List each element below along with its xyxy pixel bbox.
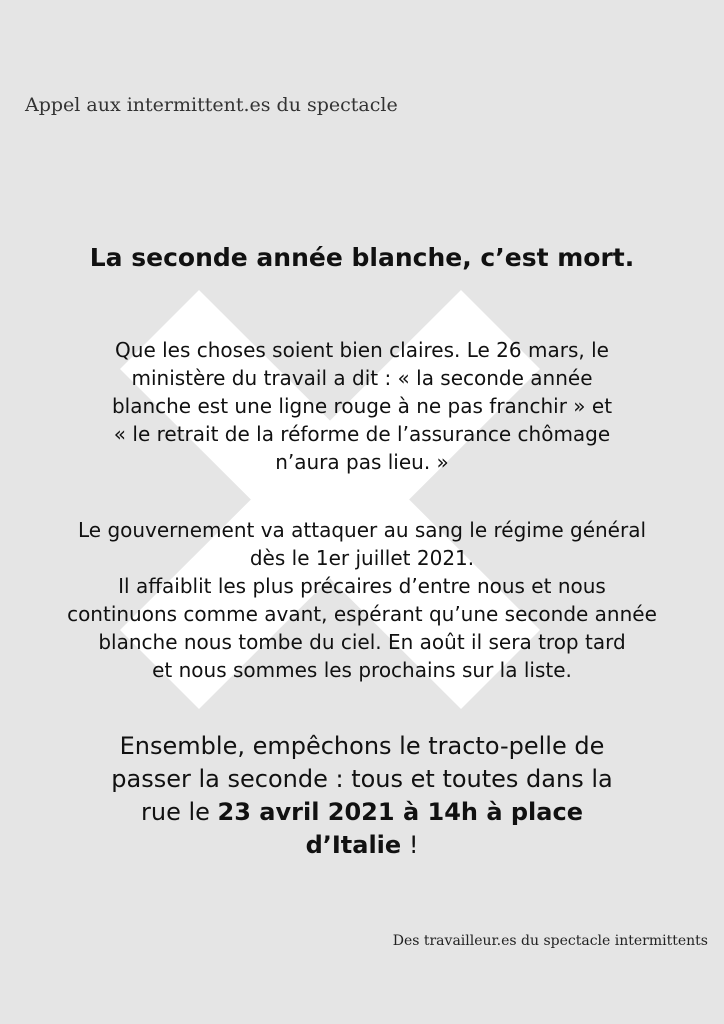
- paragraph-line: continuons comme avant, espérant qu’une seconde année: [67, 602, 657, 626]
- paragraph-line: et nous sommes les prochains sur la liste.: [152, 658, 572, 682]
- call-line: passer la seconde : tous et toutes dans la: [111, 765, 613, 793]
- paragraph-line: Que les choses soient bien claires. Le 26 mars, le: [115, 338, 609, 362]
- paragraph-line: dès le 1er juillet 2021.: [249, 546, 475, 570]
- event-place: d’Italie: [305, 831, 402, 859]
- call-line: Ensemble, empêchons le tracto-pelle de: [119, 732, 605, 760]
- header-text: Appel aux intermittent.es du spectacle: [25, 94, 398, 116]
- paragraph-line: blanche nous tombe du ciel. En août il sera trop tard: [98, 630, 626, 654]
- paragraph-line: « le retrait de la réforme de l’assurance chômage: [113, 422, 611, 446]
- paragraph-line: blanche est une ligne rouge à ne pas franchir » et: [111, 394, 613, 418]
- call-text: rue le: [141, 798, 218, 826]
- call-line: [0, 829, 724, 862]
- paragraph-line: n’aura pas lieu. »: [275, 450, 449, 474]
- paragraph-line: Il affaiblit les plus précaires d’entre nous et nous: [118, 574, 606, 598]
- page-title: La seconde année blanche, c’est mort.: [89, 243, 635, 272]
- paragraph-line: ministère du travail a dit : « la seconde année: [131, 366, 593, 390]
- call-text: !: [401, 831, 419, 859]
- event-date-time: 23 avril 2021 à 14h à place: [217, 798, 583, 826]
- paragraph-line: Le gouvernement va attaquer au sang le régime général: [77, 518, 647, 542]
- call-to-action: [0, 730, 724, 862]
- paragraph-government: [0, 516, 724, 684]
- paragraph-ministry-quote: [0, 336, 724, 476]
- signature: Des travailleur.es du spectacle intermittents: [392, 933, 708, 949]
- call-line: [0, 796, 724, 829]
